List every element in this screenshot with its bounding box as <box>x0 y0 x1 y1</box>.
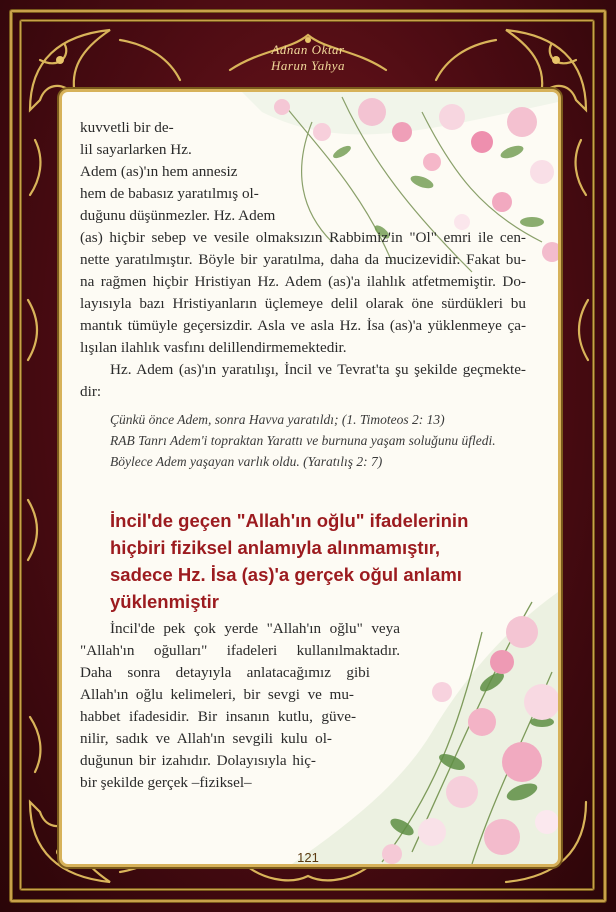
paragraph-2 <box>80 359 526 403</box>
text-line <box>80 728 332 750</box>
heading-line: yüklenmiştir <box>110 591 219 612</box>
text-line-content: Allah'ın oğlu kelimeleri, bir sevgi ve mu- <box>80 686 354 703</box>
text-line-content: nilir, sadık ve Allah'ın sevgili kulu ol- <box>80 730 332 747</box>
text-line: lil sayarlarken Hz. <box>80 141 192 158</box>
text-line-content: duğunun bir izahıdır. Dolayısıyla hiç- <box>80 752 316 769</box>
text-line: Adem (as)'ın hem annesiz <box>80 163 238 180</box>
text-line: mantık tümüyle geçersizdir. Asla ve asla Hz. İsa (as)'a yüklenmeye ça- <box>80 317 526 334</box>
text-line <box>80 684 354 706</box>
text-line: nette yaratılmıştır. Böyle bir yaratılma, daha da mucizevidir. Fakat bu- <box>80 251 526 268</box>
text-line: bir şekilde gerçek –fiziksel– <box>80 774 252 791</box>
text-line: na rağmen hiçbir Hristiyan Hz. Adem (as)'a ilahlık atfetmemiştir. Do- <box>80 273 526 290</box>
text-line <box>80 750 316 772</box>
heading-line: hiçbiri fiziksel anlamıyla alınmamıştır, <box>110 537 441 558</box>
text-line <box>80 706 356 728</box>
text-line: duğunu düşünmezler. Hz. Adem <box>80 207 276 224</box>
text-line <box>80 662 370 684</box>
paragraph-1 <box>80 117 526 359</box>
text-line: (as) hiçbir sebep ve vesile olmaksızın Rabbimiz'in "Ol" emri ile cen- <box>80 229 526 246</box>
scripture-quote <box>110 409 496 472</box>
author-name: Adnan Oktar <box>271 42 345 57</box>
text-line: lışılan ilahlık vasfını delillendirmemektedir. <box>80 339 347 356</box>
author-pen-name: Harun Yahya <box>270 58 345 73</box>
text-line: dir: <box>80 383 102 400</box>
quote-line: RAB Tanrı Adem'i topraktan Yarattı ve burnuna yaşam soluğunu üfledi. <box>110 433 496 448</box>
text-line: "Allah'ın oğulları" ifadeleri kullanılmaktadır. <box>80 642 400 659</box>
text-line-content: habbet ifadesidir. Bir insanın kutlu, güve- <box>80 708 356 725</box>
text-line: layısıyla bazı Hristiyanların üçlemeye delil olarak öne sürdükleri bu <box>80 295 526 312</box>
quote-line: Böylece Adem yaşayan varlık oldu. (Yaratılış 2: 7) <box>110 454 383 469</box>
text-line: kuvvetli bir de- <box>80 119 174 136</box>
section-heading <box>110 507 468 615</box>
paragraph-3 <box>80 618 400 794</box>
heading-line: İncil'de geçen "Allah'ın oğlu" ifadelerinin <box>110 510 469 531</box>
quote-line: Çünkü önce Adem, sonra Havva yaratıldı; (1. Timoteos 2: 13) <box>110 412 445 427</box>
author-header <box>0 42 616 74</box>
text-line: hem de babasız yaratılmış ol- <box>80 185 259 202</box>
text-line-content: Daha sonra detayıyla anlatacağımız gibi <box>80 664 370 681</box>
page-number: 121 <box>297 850 319 865</box>
text-line: Hz. Adem (as)'ın yaratılışı, İncil ve Tevrat'ta şu şekilde geçmekte- <box>110 361 526 378</box>
text-line: İncil'de pek çok yerde "Allah'ın oğlu" veya <box>110 620 400 637</box>
heading-line: sadece Hz. İsa (as)'a gerçek oğul anlamı <box>110 564 462 585</box>
